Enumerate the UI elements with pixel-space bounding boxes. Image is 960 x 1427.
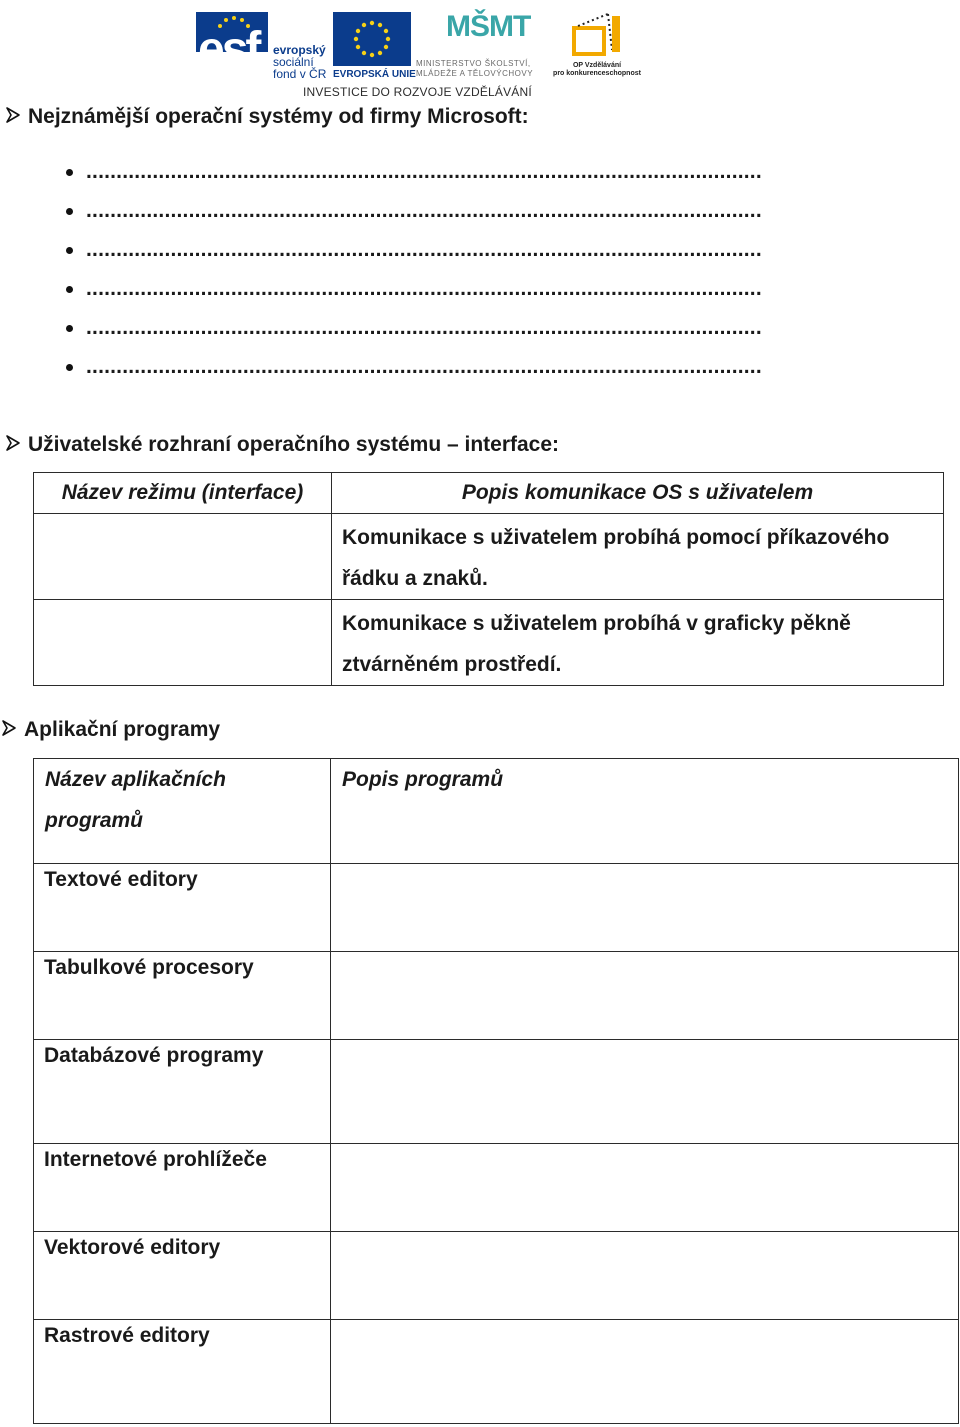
esf-caption-line: sociální [273, 55, 314, 69]
arrow-bullet-icon [4, 106, 24, 130]
list-item [66, 269, 946, 308]
column-header-description: Popis komunikace OS s uživatelem [332, 473, 944, 514]
esf-caption-line: fond v ČR [273, 67, 327, 81]
banner-caption: INVESTICE DO ROZVOJE VZDĚLÁVÁNÍ [303, 85, 532, 99]
table-header-row [34, 759, 959, 864]
section-heading-operating-systems [4, 105, 529, 130]
description-text: Komunikace s uživatelem probíhá v graficky pěkně ztvárněném prostředí. [342, 612, 851, 676]
column-header-text: Název aplikačních programů [45, 768, 226, 832]
op-caption-line: OP Vzdělávání [572, 62, 622, 69]
program-name-cell: Tabulkové procesory [34, 952, 331, 1040]
arrow-bullet-icon [0, 719, 20, 743]
table-header-row [34, 473, 944, 514]
answer-blank: ................................................................................................................ [86, 198, 762, 222]
op-caption-line: pro konkurenceschopnost [553, 70, 641, 77]
description-text: Komunikace s uživatelem probíhá pomocí příkazového řádku a znaků. [342, 526, 890, 590]
bullet-icon [66, 208, 73, 215]
answer-list [66, 152, 946, 386]
list-item [66, 191, 946, 230]
program-name-cell: Rastrové editory [34, 1320, 331, 1424]
op-logo [552, 8, 641, 82]
eu-flag-icon [333, 12, 411, 66]
answer-blank: ................................................................................................................ [86, 237, 762, 261]
msmt-caption-line: MLÁDEŽE A TĚLOVÝCHOVY [416, 69, 534, 78]
table-row [34, 864, 959, 952]
bullet-icon [66, 169, 73, 176]
column-header-program-description: Popis programů [331, 759, 959, 864]
program-description-cell[interactable] [331, 1320, 959, 1424]
table-cell-name[interactable] [34, 600, 332, 686]
list-item [66, 347, 946, 386]
bullet-icon [66, 325, 73, 332]
list-item [66, 308, 946, 347]
table-row [34, 1040, 959, 1144]
esf-caption [273, 44, 333, 80]
table-row [34, 600, 944, 686]
list-item [66, 230, 946, 269]
table-cell-description [332, 600, 944, 686]
program-name-cell: Databázové programy [34, 1040, 331, 1144]
applications-table [33, 758, 959, 1424]
section-heading-text: Nejznámější operační systémy od firmy Microsoft: [28, 105, 529, 128]
op-caption [552, 62, 642, 78]
answer-blank: ................................................................................................................ [86, 276, 762, 300]
program-name-cell: Textové editory [34, 864, 331, 952]
table-row [34, 952, 959, 1040]
bullet-icon [66, 247, 73, 254]
esf-wordmark: esf [198, 23, 259, 76]
answer-blank: ................................................................................................................ [86, 315, 762, 339]
bullet-icon [66, 286, 73, 293]
section-heading-applications [0, 718, 220, 743]
msmt-logo [416, 10, 546, 82]
program-name-cell: Vektorové editory [34, 1232, 331, 1320]
table-row [34, 1144, 959, 1232]
program-description-cell[interactable] [331, 1040, 959, 1144]
eu-logo [333, 12, 416, 82]
answer-blank: ................................................................................................................ [86, 159, 762, 183]
column-header-program-name [34, 759, 331, 864]
section-heading-text: Uživatelské rozhraní operačního systému – interface: [28, 433, 560, 456]
section-heading-interface [4, 433, 559, 458]
table-cell-name[interactable] [34, 514, 332, 600]
section-heading-text: Aplikační programy [24, 718, 221, 741]
msmt-caption [416, 59, 556, 79]
interface-table [33, 472, 944, 686]
list-item [66, 152, 946, 191]
table-cell-description [332, 514, 944, 600]
logo-banner [196, 8, 641, 100]
answer-blank: ................................................................................................................ [86, 354, 762, 378]
msmt-caption-line: MINISTERSTVO ŠKOLSTVÍ, [416, 59, 531, 68]
esf-caption-line: evropský [273, 43, 326, 57]
program-description-cell[interactable] [331, 1232, 959, 1320]
program-description-cell[interactable] [331, 864, 959, 952]
table-row [34, 514, 944, 600]
arrow-bullet-icon [4, 434, 24, 458]
table-row [34, 1320, 959, 1424]
column-header-interface-name: Název režimu (interface) [34, 473, 332, 514]
program-description-cell[interactable] [331, 1144, 959, 1232]
program-description-cell[interactable] [331, 952, 959, 1040]
op-emblem-icon [568, 10, 624, 60]
program-name-cell: Internetové prohlížeče [34, 1144, 331, 1232]
msmt-wordmark: MŠMT [446, 10, 531, 43]
bullet-icon [66, 364, 73, 371]
esf-logo [196, 12, 328, 82]
table-row [34, 1232, 959, 1320]
eu-caption: EVROPSKÁ UNIE [333, 69, 416, 80]
